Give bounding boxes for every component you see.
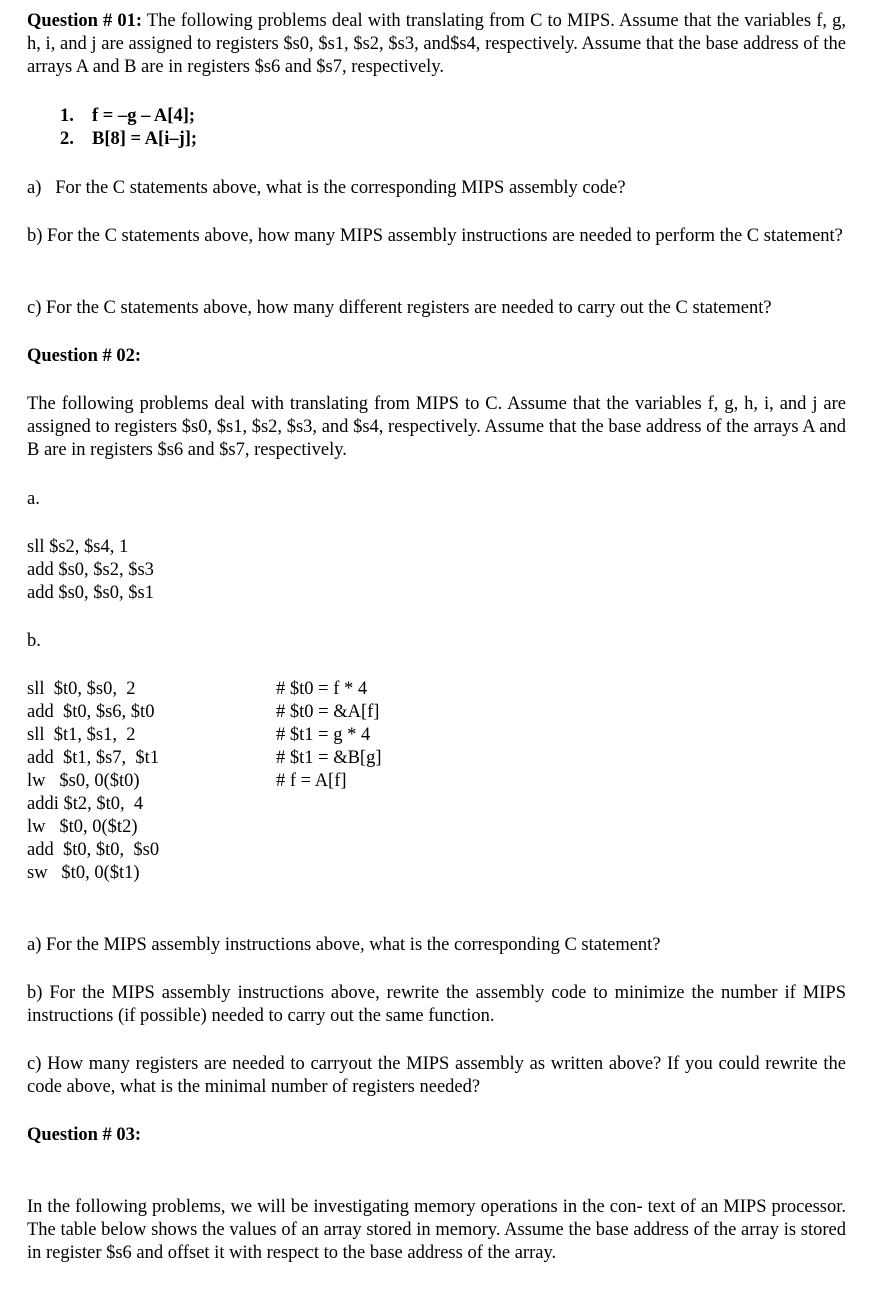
q2-intro: The following problems deal with translating from MIPS to C. Assume that the variables f, g, h, i, and j are assigned to registers $s0, $s1, $s2, $s3, and $s4, respectively. Assume that the base address of the arrays A and B are in registers $s6 and $s7, respectively. <box>27 394 846 460</box>
code-line: lw $s0, 0($t0) <box>27 771 140 791</box>
code-line: sll $s2, $s4, 1 <box>27 537 129 557</box>
code-line: addi $t2, $t0, 4 <box>27 794 144 814</box>
q1-part-c: c) For the C statements above, how many different registers are needed to carry out the C statement? <box>27 298 772 318</box>
q1-part-a: a) For the C statements above, what is the corresponding MIPS assembly code? <box>27 178 626 198</box>
q3-intro: In the following problems, we will be investigating memory operations in the con- text of an MIPS processor. The table below shows the values of an array stored in memory. Assume the base address of the array is stored in register $s6 and offset it with respect to the base address of the array. <box>27 1197 846 1263</box>
code-comment: # $t1 = &B[g] <box>276 748 382 768</box>
q2-part-c: c) How many registers are needed to carryout the MIPS assembly as written above? If you could rewrite the code above, what is the minimal number of registers needed? <box>27 1054 846 1097</box>
q2-label-a: a. <box>27 489 40 509</box>
q2-code-b <box>27 678 159 885</box>
q2-code-b-comments <box>276 678 382 793</box>
code-line: sll $t1, $s1, 2 <box>27 725 136 745</box>
q1-intro-text: The following problems deal with translating from C to MIPS. Assume that the variables f, g, h, i, and j are assigned to registers $s0, $s1, $s2, $s3, and$s4, respectively. Assume that the base address of the arrays A and B are in registers $s6 and $s7, respectively. <box>27 11 846 77</box>
code-line: add $t0, $s6, $t0 <box>27 702 155 722</box>
code-comment: # $t0 = &A[f] <box>276 702 380 722</box>
q2-part-b: b) For the MIPS assembly instructions above, rewrite the assembly code to minimize the number if MIPS instructions (if possible) needed to carry out the same function. <box>27 983 846 1026</box>
q2-heading: Question # 02: <box>27 346 142 366</box>
q2-label-b: b. <box>27 631 41 651</box>
q1-statement-2: 2. B[8] = A[i–j]; <box>60 129 198 149</box>
q1-heading: Question # 01: <box>27 11 143 31</box>
code-line: sw $t0, 0($t1) <box>27 863 140 883</box>
code-line: lw $t0, 0($t2) <box>27 817 138 837</box>
q2-part-a: a) For the MIPS assembly instructions above, what is the corresponding C statement? <box>27 935 661 955</box>
code-line: add $t0, $t0, $s0 <box>27 840 160 860</box>
code-line: add $t1, $s7, $t1 <box>27 748 160 768</box>
code-comment: # $t1 = g * 4 <box>276 725 371 745</box>
q3-heading: Question # 03: <box>27 1125 142 1145</box>
code-line: add $s0, $s0, $s1 <box>27 583 154 603</box>
q2-code-a <box>27 536 154 605</box>
q1-part-b: b) For the C statements above, how many MIPS assembly instructions are needed to perform the C statement? <box>27 226 843 246</box>
code-comment: # f = A[f] <box>276 771 347 791</box>
code-line: add $s0, $s2, $s3 <box>27 560 154 580</box>
q1-statement-list <box>60 105 197 151</box>
q1-intro-paragraph <box>27 10 846 79</box>
q1-statement-1: 1. f = –g – A[4]; <box>60 106 196 126</box>
code-line: sll $t0, $s0, 2 <box>27 679 136 699</box>
code-comment: # $t0 = f * 4 <box>276 679 368 699</box>
